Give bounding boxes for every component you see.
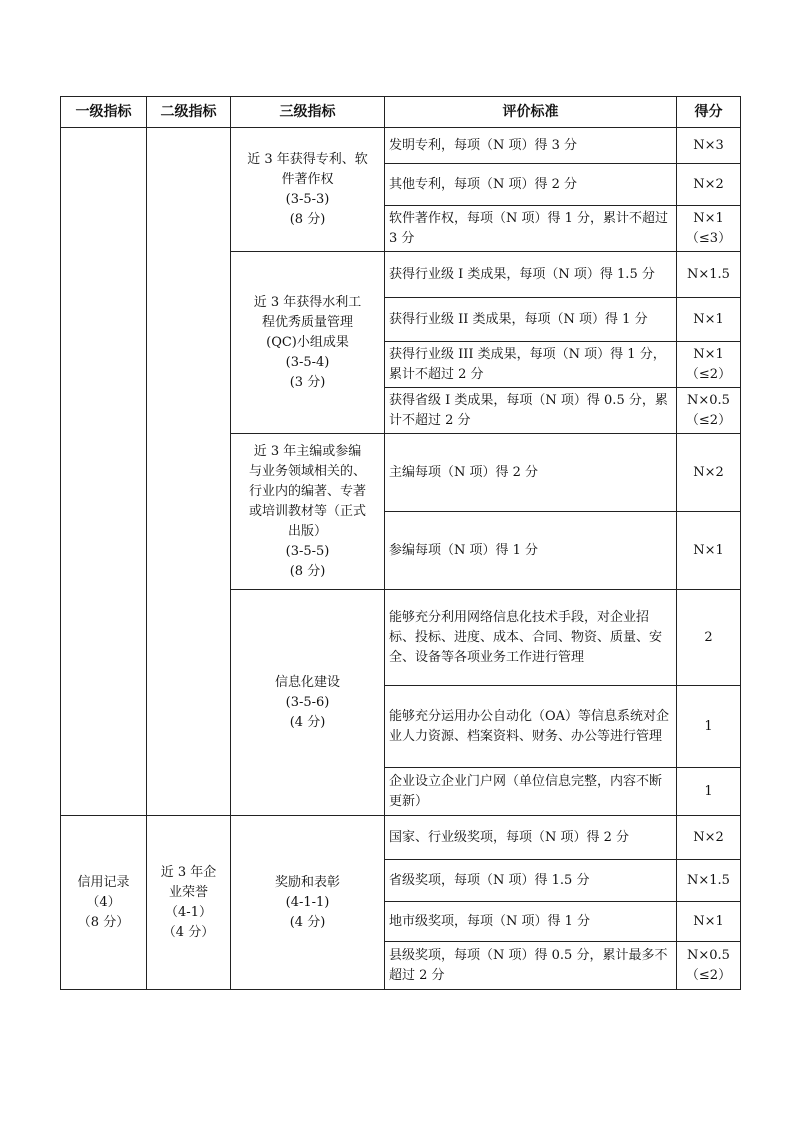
criterion-cell: 地市级奖项，每项（N 项）得 1 分 [385, 902, 677, 942]
criterion-cell: 能够充分运用办公自动化（OA）等信息系统对企业人力资源、档案资料、财务、办公等进行管理 [385, 686, 677, 768]
table-row [61, 128, 741, 164]
criterion-cell: 参编每项（N 项）得 1 分 [385, 512, 677, 590]
score-cell: N×2 [677, 816, 741, 860]
score-cell: N×1 （≤2） [677, 342, 741, 388]
level3-informatization: 信息化建设 (3-5-6) (4 分) [231, 590, 385, 816]
level2-cell-empty [147, 128, 231, 816]
header-level3: 三级指标 [231, 97, 385, 128]
evaluation-table [60, 96, 741, 990]
level3-qc-results: 近 3 年获得水利工 程优秀质量管理 (QC)小组成果 (3-5-4) (3 分) [231, 252, 385, 434]
score-cell: N×2 [677, 434, 741, 512]
score-cell: N×2 [677, 164, 741, 206]
header-score: 得分 [677, 97, 741, 128]
score-cell: N×1 （≤3） [677, 206, 741, 252]
criterion-cell: 主编每项（N 项）得 2 分 [385, 434, 677, 512]
criterion-cell: 获得行业级 III 类成果，每项（N 项）得 1 分，累计不超过 2 分 [385, 342, 677, 388]
level3-awards: 奖励和表彰 (4-1-1) (4 分) [231, 816, 385, 990]
level3-publications: 近 3 年主编或参编 与业务领域相关的、 行业内的编著、专著 或培训教材等（正式 出版） (3-5-5) (8 分) [231, 434, 385, 590]
score-cell: N×1.5 [677, 860, 741, 902]
criterion-cell: 获得省级 I 类成果，每项（N 项）得 0.5 分，累计不超过 2 分 [385, 388, 677, 434]
criterion-cell: 获得行业级 I 类成果，每项（N 项）得 1.5 分 [385, 252, 677, 298]
header-level2: 二级指标 [147, 97, 231, 128]
criterion-cell: 其他专利，每项（N 项）得 2 分 [385, 164, 677, 206]
score-cell: N×1 [677, 902, 741, 942]
score-cell: N×0.5 （≤2） [677, 942, 741, 990]
criterion-cell: 企业设立企业门户网（单位信息完整，内容不断更新） [385, 768, 677, 816]
criterion-cell: 县级奖项，每项（N 项）得 0.5 分，累计最多不超过 2 分 [385, 942, 677, 990]
header-criteria: 评价标准 [385, 97, 677, 128]
score-cell: 1 [677, 768, 741, 816]
criterion-cell: 省级奖项，每项（N 项）得 1.5 分 [385, 860, 677, 902]
score-cell: 1 [677, 686, 741, 768]
criterion-cell: 国家、行业级奖项，每项（N 项）得 2 分 [385, 816, 677, 860]
score-cell: N×3 [677, 128, 741, 164]
score-cell: N×1.5 [677, 252, 741, 298]
score-cell: N×0.5 （≤2） [677, 388, 741, 434]
level1-credit-record: 信用记录 （4） （8 分） [61, 816, 147, 990]
criterion-cell: 软件著作权，每项（N 项）得 1 分，累计不超过 3 分 [385, 206, 677, 252]
level3-patents: 近 3 年获得专利、软 件著作权 (3-5-3) (8 分) [231, 128, 385, 252]
table-row [61, 816, 741, 860]
criterion-cell: 发明专利，每项（N 项）得 3 分 [385, 128, 677, 164]
evaluation-table-sheet [60, 96, 740, 990]
level1-cell-empty [61, 128, 147, 816]
level2-honors: 近 3 年企 业荣誉 （4-1） （4 分） [147, 816, 231, 990]
header-level1: 一级指标 [61, 97, 147, 128]
criterion-cell: 能够充分利用网络信息化技术手段，对企业招标、投标、进度、成本、合同、物资、质量、安全、设备等各项业务工作进行管理 [385, 590, 677, 686]
score-cell: N×1 [677, 298, 741, 342]
table-header-row [61, 97, 741, 128]
score-cell: 2 [677, 590, 741, 686]
score-cell: N×1 [677, 512, 741, 590]
criterion-cell: 获得行业级 II 类成果，每项（N 项）得 1 分 [385, 298, 677, 342]
